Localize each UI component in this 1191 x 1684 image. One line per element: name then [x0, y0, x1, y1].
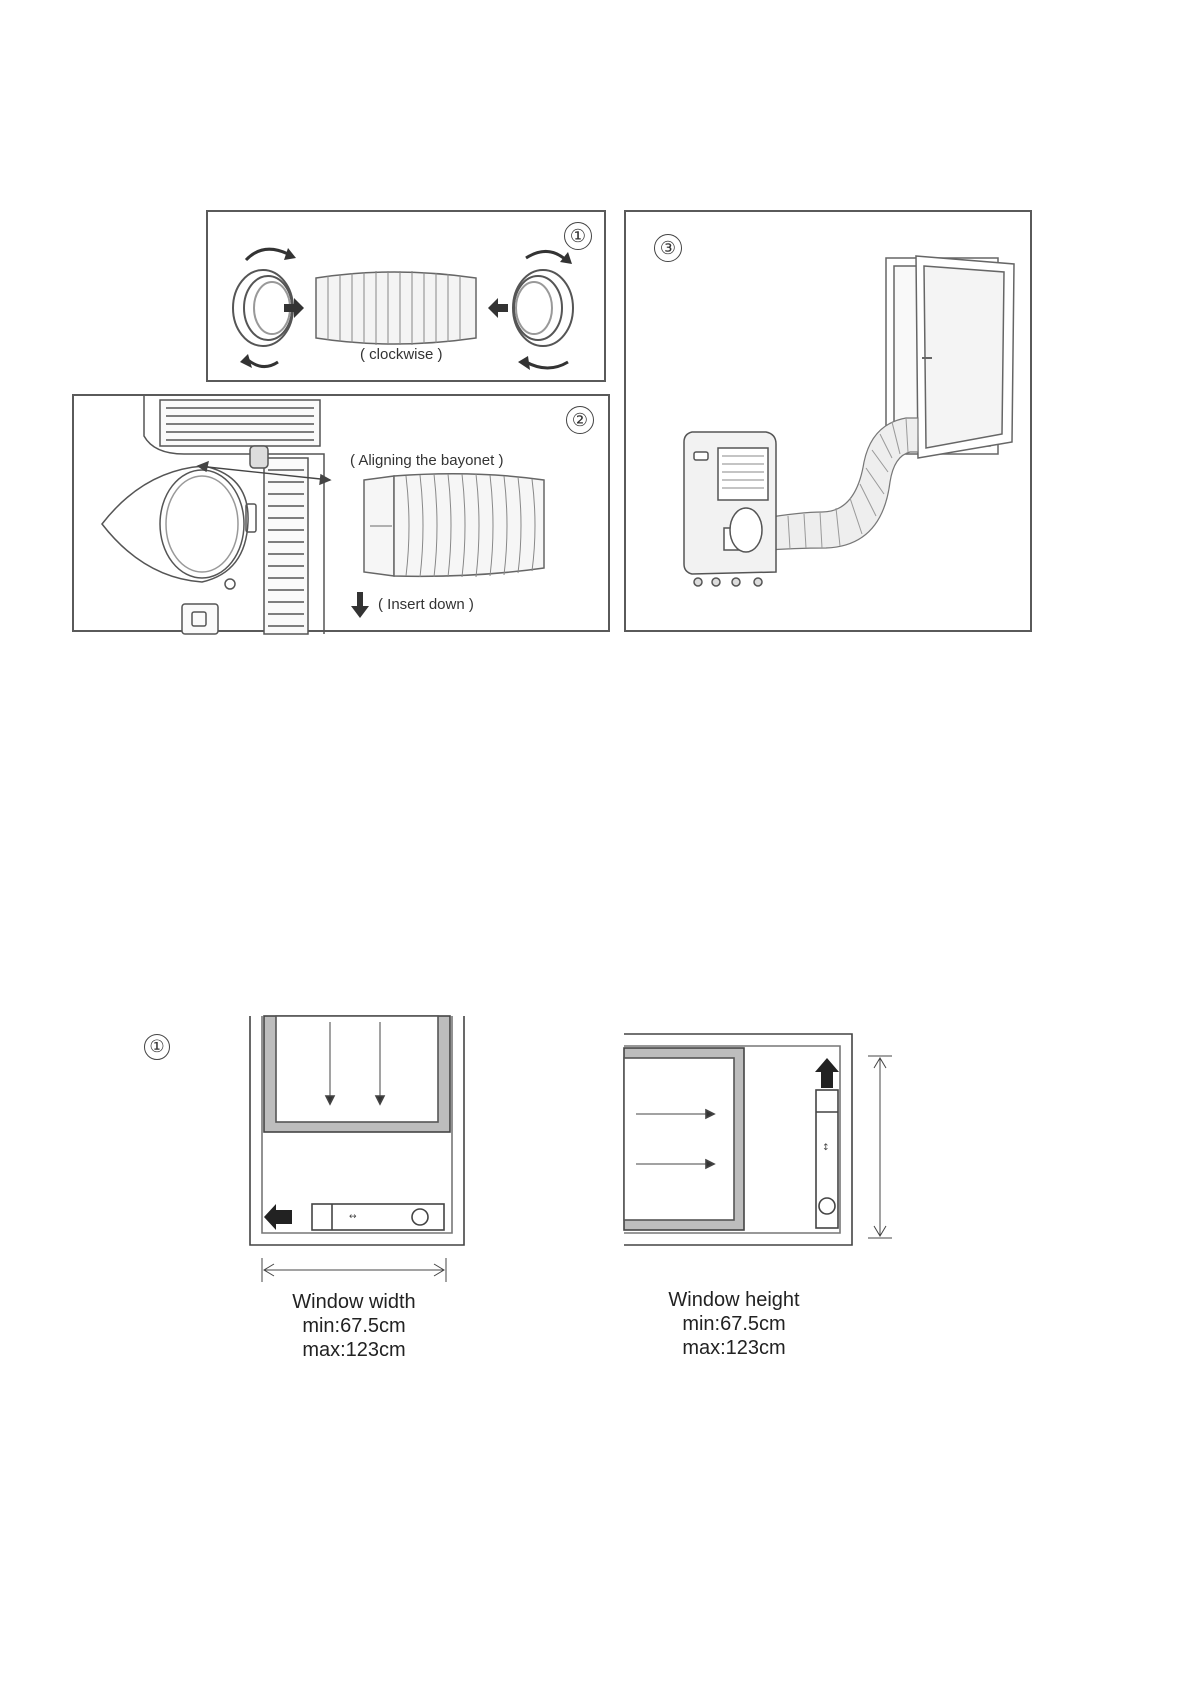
window-width-title: Window width [292, 1291, 416, 1313]
window-height-min: min:67.5cm [682, 1313, 786, 1335]
step-number-bottom: ① [144, 1034, 170, 1060]
caption-insert-down: ( Insert down ) [378, 596, 474, 613]
step-number-3: ③ [654, 234, 682, 262]
window-width-min: min:67.5cm [302, 1315, 406, 1337]
caption-aligning-bayonet: ( Aligning the bayonet ) [350, 452, 504, 469]
svg-text:↔: ↔ [349, 1212, 357, 1222]
window-height-title: Window height [668, 1289, 800, 1311]
window-width-max: max:123cm [302, 1339, 406, 1361]
caption-clockwise: ( clockwise ) [360, 346, 443, 363]
window-height-label [634, 1288, 834, 1360]
svg-text:↕: ↕ [822, 1143, 830, 1153]
step-number-1: ① [564, 222, 592, 250]
step-number-2: ② [566, 406, 594, 434]
window-height-max: max:123cm [682, 1337, 786, 1359]
up-arrow-icon [815, 1058, 839, 1088]
